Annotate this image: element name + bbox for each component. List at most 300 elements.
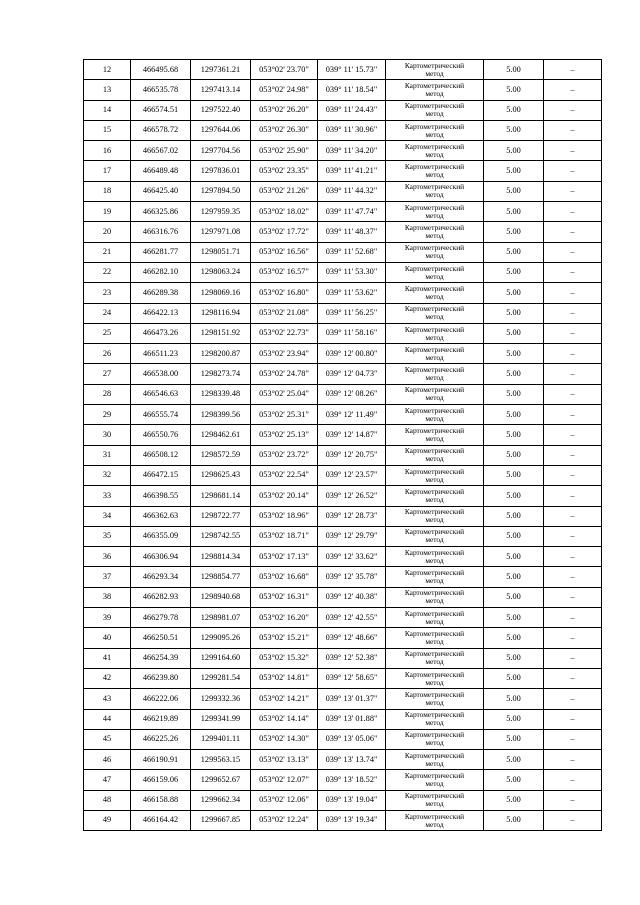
coord-y-cell: 1298854.77	[191, 567, 251, 587]
accuracy-cell: 5.00	[484, 465, 544, 485]
method-cell	[386, 283, 484, 303]
method-label-line2: метод	[425, 68, 444, 78]
longitude-cell: 039° 12' 04.73"	[318, 364, 386, 384]
point-number-cell: 13	[84, 80, 131, 100]
method-label-line1: Картометрический	[404, 405, 465, 415]
latitude-cell: 053°02' 23.94"	[251, 344, 318, 364]
table-row	[84, 729, 602, 749]
coord-x-cell: 466538.00	[131, 364, 191, 384]
method-label-line1: Картометрический	[404, 101, 465, 111]
longitude-cell: 039° 12' 28.73"	[318, 506, 386, 526]
latitude-cell: 053°02' 25.13"	[251, 425, 318, 445]
point-number-cell: 37	[84, 567, 131, 587]
method-label-line1: Картометрический	[404, 324, 465, 334]
method-cell	[386, 790, 484, 810]
coordinates-table	[83, 59, 602, 831]
method-label-line2: метод	[425, 190, 444, 200]
table-row	[84, 628, 602, 648]
longitude-cell: 039° 11' 53.30"	[318, 262, 386, 282]
point-number-cell: 17	[84, 161, 131, 181]
accuracy-cell: 5.00	[484, 526, 544, 546]
latitude-cell: 053°02' 16.31"	[251, 587, 318, 607]
table-row	[84, 486, 602, 506]
latitude-cell: 053°02' 26.20"	[251, 100, 318, 120]
coord-x-cell: 466158.88	[131, 790, 191, 810]
method-label-line2: метод	[425, 291, 444, 301]
table-row	[84, 547, 602, 567]
accuracy-cell: 5.00	[484, 810, 544, 830]
method-label-line2: метод	[425, 210, 444, 220]
method-cell	[386, 120, 484, 140]
description-cell: –	[544, 120, 602, 140]
table-row	[84, 425, 602, 445]
latitude-cell: 053°02' 16.57"	[251, 262, 318, 282]
coord-x-cell: 466279.78	[131, 608, 191, 628]
method-label-line1: Картометрический	[404, 223, 465, 233]
coord-y-cell: 1299401.11	[191, 729, 251, 749]
description-cell: –	[544, 384, 602, 404]
point-number-cell: 27	[84, 364, 131, 384]
method-cell	[386, 486, 484, 506]
method-label-line2: метод	[425, 738, 444, 748]
table-row	[84, 506, 602, 526]
point-number-cell: 39	[84, 608, 131, 628]
method-cell	[386, 425, 484, 445]
longitude-cell: 039° 13' 13.74"	[318, 750, 386, 770]
latitude-cell: 053°02' 21.08"	[251, 303, 318, 323]
method-label-line2: метод	[425, 779, 444, 789]
method-label-line1: Картометрический	[404, 385, 465, 395]
method-label-line2: метод	[425, 352, 444, 362]
accuracy-cell: 5.00	[484, 161, 544, 181]
method-label-line2: метод	[425, 109, 444, 119]
coord-y-cell: 1298051.71	[191, 242, 251, 262]
method-cell	[386, 344, 484, 364]
method-label-line2: метод	[425, 129, 444, 139]
latitude-cell: 053°02' 15.21"	[251, 628, 318, 648]
method-label-line1: Картометрический	[404, 568, 465, 578]
latitude-cell: 053°02' 24.78"	[251, 364, 318, 384]
point-number-cell: 26	[84, 344, 131, 364]
coord-y-cell: 1297704.56	[191, 141, 251, 161]
coord-x-cell: 466316.76	[131, 222, 191, 242]
method-label-line2: метод	[425, 535, 444, 545]
accuracy-cell: 5.00	[484, 486, 544, 506]
coord-y-cell: 1299332.36	[191, 689, 251, 709]
method-label-line1: Картометрический	[404, 649, 465, 659]
table-row	[84, 750, 602, 770]
method-cell	[386, 770, 484, 790]
method-cell	[386, 222, 484, 242]
accuracy-cell: 5.00	[484, 506, 544, 526]
method-cell	[386, 810, 484, 830]
method-label-line2: метод	[425, 231, 444, 241]
method-label-line1: Картометрический	[404, 750, 465, 760]
accuracy-cell: 5.00	[484, 141, 544, 161]
accuracy-cell: 5.00	[484, 120, 544, 140]
point-number-cell: 35	[84, 526, 131, 546]
coord-y-cell: 1299652.67	[191, 770, 251, 790]
coord-y-cell: 1298742.55	[191, 526, 251, 546]
longitude-cell: 039° 13' 01.37"	[318, 689, 386, 709]
accuracy-cell: 5.00	[484, 242, 544, 262]
coord-x-cell: 466555.74	[131, 405, 191, 425]
coord-y-cell: 1297522.40	[191, 100, 251, 120]
coord-x-cell: 466250.51	[131, 628, 191, 648]
method-label-line2: метод	[425, 454, 444, 464]
point-number-cell: 45	[84, 729, 131, 749]
description-cell: –	[544, 709, 602, 729]
coord-y-cell: 1297361.21	[191, 60, 251, 80]
longitude-cell: 039° 12' 11.49"	[318, 405, 386, 425]
description-cell: –	[544, 465, 602, 485]
method-label-line1: Картометрический	[404, 689, 465, 699]
table-row	[84, 100, 602, 120]
coord-x-cell: 466219.89	[131, 709, 191, 729]
latitude-cell: 053°02' 24.98"	[251, 80, 318, 100]
method-label-line1: Картометрический	[404, 141, 465, 151]
accuracy-cell: 5.00	[484, 283, 544, 303]
coord-y-cell: 1298200.87	[191, 344, 251, 364]
method-label-line2: метод	[425, 413, 444, 423]
latitude-cell: 053°02' 14.30"	[251, 729, 318, 749]
coord-y-cell: 1298339.48	[191, 384, 251, 404]
method-label-line1: Картометрический	[404, 425, 465, 435]
description-cell: –	[544, 161, 602, 181]
coord-x-cell: 466574.51	[131, 100, 191, 120]
description-cell: –	[544, 668, 602, 688]
coord-x-cell: 466422.13	[131, 303, 191, 323]
table-row	[84, 810, 602, 830]
longitude-cell: 039° 11' 58.16"	[318, 323, 386, 343]
description-cell: –	[544, 425, 602, 445]
latitude-cell: 053°02' 13.13"	[251, 750, 318, 770]
description-cell: –	[544, 323, 602, 343]
latitude-cell: 053°02' 14.21"	[251, 689, 318, 709]
description-cell: –	[544, 262, 602, 282]
accuracy-cell: 5.00	[484, 323, 544, 343]
table-row	[84, 648, 602, 668]
longitude-cell: 039° 12' 14.87"	[318, 425, 386, 445]
method-label-line1: Картометрический	[404, 710, 465, 720]
method-cell	[386, 567, 484, 587]
table-row	[84, 405, 602, 425]
description-cell: –	[544, 587, 602, 607]
coord-x-cell: 466546.63	[131, 384, 191, 404]
description-cell: –	[544, 810, 602, 830]
table-row	[84, 689, 602, 709]
latitude-cell: 053°02' 25.31"	[251, 405, 318, 425]
coord-y-cell: 1298722.77	[191, 506, 251, 526]
coord-y-cell: 1297959.35	[191, 202, 251, 222]
coord-x-cell: 466254.39	[131, 648, 191, 668]
latitude-cell: 053°02' 25.04"	[251, 384, 318, 404]
method-label-line2: метод	[425, 799, 444, 809]
table-row	[84, 770, 602, 790]
coord-x-cell: 466535.78	[131, 80, 191, 100]
method-cell	[386, 547, 484, 567]
point-number-cell: 18	[84, 181, 131, 201]
method-cell	[386, 405, 484, 425]
method-label-line2: метод	[425, 616, 444, 626]
coord-y-cell: 1298462.61	[191, 425, 251, 445]
longitude-cell: 039° 13' 19.04"	[318, 790, 386, 810]
point-number-cell: 46	[84, 750, 131, 770]
latitude-cell: 053°02' 16.80"	[251, 283, 318, 303]
method-label-line1: Картометрический	[404, 162, 465, 172]
method-label-line1: Картометрический	[404, 344, 465, 354]
accuracy-cell: 5.00	[484, 181, 544, 201]
point-number-cell: 25	[84, 323, 131, 343]
latitude-cell: 053°02' 26.30"	[251, 120, 318, 140]
description-cell: –	[544, 790, 602, 810]
coord-x-cell: 466398.55	[131, 486, 191, 506]
coord-y-cell: 1299095.26	[191, 628, 251, 648]
coord-y-cell: 1297644.06	[191, 120, 251, 140]
method-cell	[386, 465, 484, 485]
coord-y-cell: 1299563.15	[191, 750, 251, 770]
coord-x-cell: 466550.76	[131, 425, 191, 445]
coord-x-cell: 466489.48	[131, 161, 191, 181]
point-number-cell: 21	[84, 242, 131, 262]
longitude-cell: 039° 12' 08.26"	[318, 384, 386, 404]
description-cell: –	[544, 60, 602, 80]
coord-x-cell: 466325.86	[131, 202, 191, 222]
point-number-cell: 12	[84, 60, 131, 80]
coord-x-cell: 466472.15	[131, 465, 191, 485]
coord-y-cell: 1298399.56	[191, 405, 251, 425]
point-number-cell: 20	[84, 222, 131, 242]
longitude-cell: 039° 11' 56.25"	[318, 303, 386, 323]
method-cell	[386, 161, 484, 181]
coord-y-cell: 1299667.85	[191, 810, 251, 830]
coord-y-cell: 1298940.68	[191, 587, 251, 607]
description-cell: –	[544, 506, 602, 526]
latitude-cell: 053°02' 22.73"	[251, 323, 318, 343]
accuracy-cell: 5.00	[484, 60, 544, 80]
coord-y-cell: 1298273.74	[191, 364, 251, 384]
method-cell	[386, 181, 484, 201]
method-label-line2: метод	[425, 149, 444, 159]
coord-x-cell: 466282.10	[131, 262, 191, 282]
coord-y-cell: 1298981.07	[191, 608, 251, 628]
method-label-line2: метод	[425, 758, 444, 768]
description-cell: –	[544, 283, 602, 303]
method-label-line2: метод	[425, 718, 444, 728]
method-label-line2: метод	[425, 433, 444, 443]
coord-y-cell: 1297836.01	[191, 161, 251, 181]
method-label-line2: метод	[425, 88, 444, 98]
coord-x-cell: 466511.23	[131, 344, 191, 364]
accuracy-cell: 5.00	[484, 222, 544, 242]
method-cell	[386, 60, 484, 80]
longitude-cell: 039° 12' 42.55"	[318, 608, 386, 628]
point-number-cell: 19	[84, 202, 131, 222]
description-cell: –	[544, 486, 602, 506]
description-cell: –	[544, 567, 602, 587]
table-row	[84, 384, 602, 404]
table-row	[84, 60, 602, 80]
coord-y-cell: 1297413.14	[191, 80, 251, 100]
latitude-cell: 053°02' 12.06"	[251, 790, 318, 810]
longitude-cell: 039° 13' 05.06"	[318, 729, 386, 749]
table-row	[84, 709, 602, 729]
method-cell	[386, 608, 484, 628]
longitude-cell: 039° 11' 48.37"	[318, 222, 386, 242]
description-cell: –	[544, 303, 602, 323]
method-cell	[386, 323, 484, 343]
latitude-cell: 053°02' 12.07"	[251, 770, 318, 790]
longitude-cell: 039° 12' 58.65"	[318, 668, 386, 688]
accuracy-cell: 5.00	[484, 587, 544, 607]
longitude-cell: 039° 13' 01.88"	[318, 709, 386, 729]
point-number-cell: 30	[84, 425, 131, 445]
table-row	[84, 790, 602, 810]
description-cell: –	[544, 547, 602, 567]
coord-y-cell: 1298116.94	[191, 303, 251, 323]
point-number-cell: 36	[84, 547, 131, 567]
method-label-line2: метод	[425, 251, 444, 261]
coord-x-cell: 466222.06	[131, 689, 191, 709]
description-cell: –	[544, 344, 602, 364]
method-cell	[386, 445, 484, 465]
coord-y-cell: 1298151.92	[191, 323, 251, 343]
description-cell: –	[544, 526, 602, 546]
coord-y-cell: 1298572.59	[191, 445, 251, 465]
method-cell	[386, 587, 484, 607]
table-row	[84, 364, 602, 384]
point-number-cell: 31	[84, 445, 131, 465]
longitude-cell: 039° 12' 35.78"	[318, 567, 386, 587]
table-row	[84, 141, 602, 161]
latitude-cell: 053°02' 22.54"	[251, 465, 318, 485]
table-row	[84, 80, 602, 100]
method-cell	[386, 709, 484, 729]
coord-y-cell: 1298814.34	[191, 547, 251, 567]
accuracy-cell: 5.00	[484, 100, 544, 120]
method-label-line2: метод	[425, 636, 444, 646]
method-label-line2: метод	[425, 494, 444, 504]
table-row	[84, 445, 602, 465]
latitude-cell: 053°02' 20.14"	[251, 486, 318, 506]
method-label-line1: Картометрический	[404, 730, 465, 740]
table-body	[84, 60, 602, 831]
latitude-cell: 053°02' 15.32"	[251, 648, 318, 668]
method-label-line1: Картометрический	[404, 669, 465, 679]
method-label-line1: Картометрический	[404, 507, 465, 517]
description-cell: –	[544, 405, 602, 425]
coord-x-cell: 466425.40	[131, 181, 191, 201]
point-number-cell: 33	[84, 486, 131, 506]
coord-x-cell: 466190.91	[131, 750, 191, 770]
table-row	[84, 465, 602, 485]
longitude-cell: 039° 12' 48.66"	[318, 628, 386, 648]
method-label-line1: Картометрический	[404, 811, 465, 821]
latitude-cell: 053°02' 12.24"	[251, 810, 318, 830]
coord-x-cell: 466239.80	[131, 668, 191, 688]
method-label-line1: Картометрический	[404, 771, 465, 781]
point-number-cell: 47	[84, 770, 131, 790]
method-cell	[386, 628, 484, 648]
point-number-cell: 41	[84, 648, 131, 668]
coord-x-cell: 466289.38	[131, 283, 191, 303]
accuracy-cell: 5.00	[484, 303, 544, 323]
latitude-cell: 053°02' 23.70"	[251, 60, 318, 80]
latitude-cell: 053°02' 17.72"	[251, 222, 318, 242]
method-label-line1: Картометрический	[404, 791, 465, 801]
description-cell: –	[544, 729, 602, 749]
accuracy-cell: 5.00	[484, 729, 544, 749]
accuracy-cell: 5.00	[484, 364, 544, 384]
coord-x-cell: 466282.93	[131, 587, 191, 607]
coord-x-cell: 466306.94	[131, 547, 191, 567]
coord-x-cell: 466164.42	[131, 810, 191, 830]
longitude-cell: 039° 12' 26.52"	[318, 486, 386, 506]
coord-y-cell: 1297971.08	[191, 222, 251, 242]
longitude-cell: 039° 12' 52.38"	[318, 648, 386, 668]
longitude-cell: 039° 12' 40.38"	[318, 587, 386, 607]
table-row	[84, 202, 602, 222]
table-row	[84, 526, 602, 546]
coord-y-cell: 1299281.54	[191, 668, 251, 688]
latitude-cell: 053°02' 16.68"	[251, 567, 318, 587]
method-label-line1: Картометрический	[404, 243, 465, 253]
latitude-cell: 053°02' 25.90"	[251, 141, 318, 161]
longitude-cell: 039° 11' 53.62"	[318, 283, 386, 303]
method-label-line1: Картометрический	[404, 588, 465, 598]
method-cell	[386, 303, 484, 323]
accuracy-cell: 5.00	[484, 344, 544, 364]
method-label-line1: Картометрический	[404, 466, 465, 476]
method-cell	[386, 648, 484, 668]
accuracy-cell: 5.00	[484, 628, 544, 648]
longitude-cell: 039° 11' 24.43"	[318, 100, 386, 120]
latitude-cell: 053°02' 18.96"	[251, 506, 318, 526]
longitude-cell: 039° 12' 29.79"	[318, 526, 386, 546]
method-cell	[386, 689, 484, 709]
table-row	[84, 344, 602, 364]
point-number-cell: 16	[84, 141, 131, 161]
longitude-cell: 039° 11' 15.73"	[318, 60, 386, 80]
table-row	[84, 242, 602, 262]
accuracy-cell: 5.00	[484, 668, 544, 688]
longitude-cell: 039° 12' 23.57"	[318, 465, 386, 485]
table-row	[84, 608, 602, 628]
latitude-cell: 053°02' 14.81"	[251, 668, 318, 688]
method-label-line2: метод	[425, 657, 444, 667]
coord-x-cell: 466578.72	[131, 120, 191, 140]
method-cell	[386, 262, 484, 282]
point-number-cell: 44	[84, 709, 131, 729]
description-cell: –	[544, 608, 602, 628]
coord-y-cell: 1298681.14	[191, 486, 251, 506]
method-label-line1: Картометрический	[404, 628, 465, 638]
method-label-line1: Картометрический	[404, 446, 465, 456]
method-label-line1: Картометрический	[404, 80, 465, 90]
accuracy-cell: 5.00	[484, 384, 544, 404]
method-label-line2: метод	[425, 373, 444, 383]
point-number-cell: 14	[84, 100, 131, 120]
point-number-cell: 42	[84, 668, 131, 688]
coord-x-cell: 466293.34	[131, 567, 191, 587]
accuracy-cell: 5.00	[484, 547, 544, 567]
method-label-line2: метод	[425, 271, 444, 281]
method-label-line2: метод	[425, 576, 444, 586]
method-label-line2: метод	[425, 393, 444, 403]
method-label-line1: Картометрический	[404, 202, 465, 212]
longitude-cell: 039° 13' 18.52"	[318, 770, 386, 790]
description-cell: –	[544, 750, 602, 770]
